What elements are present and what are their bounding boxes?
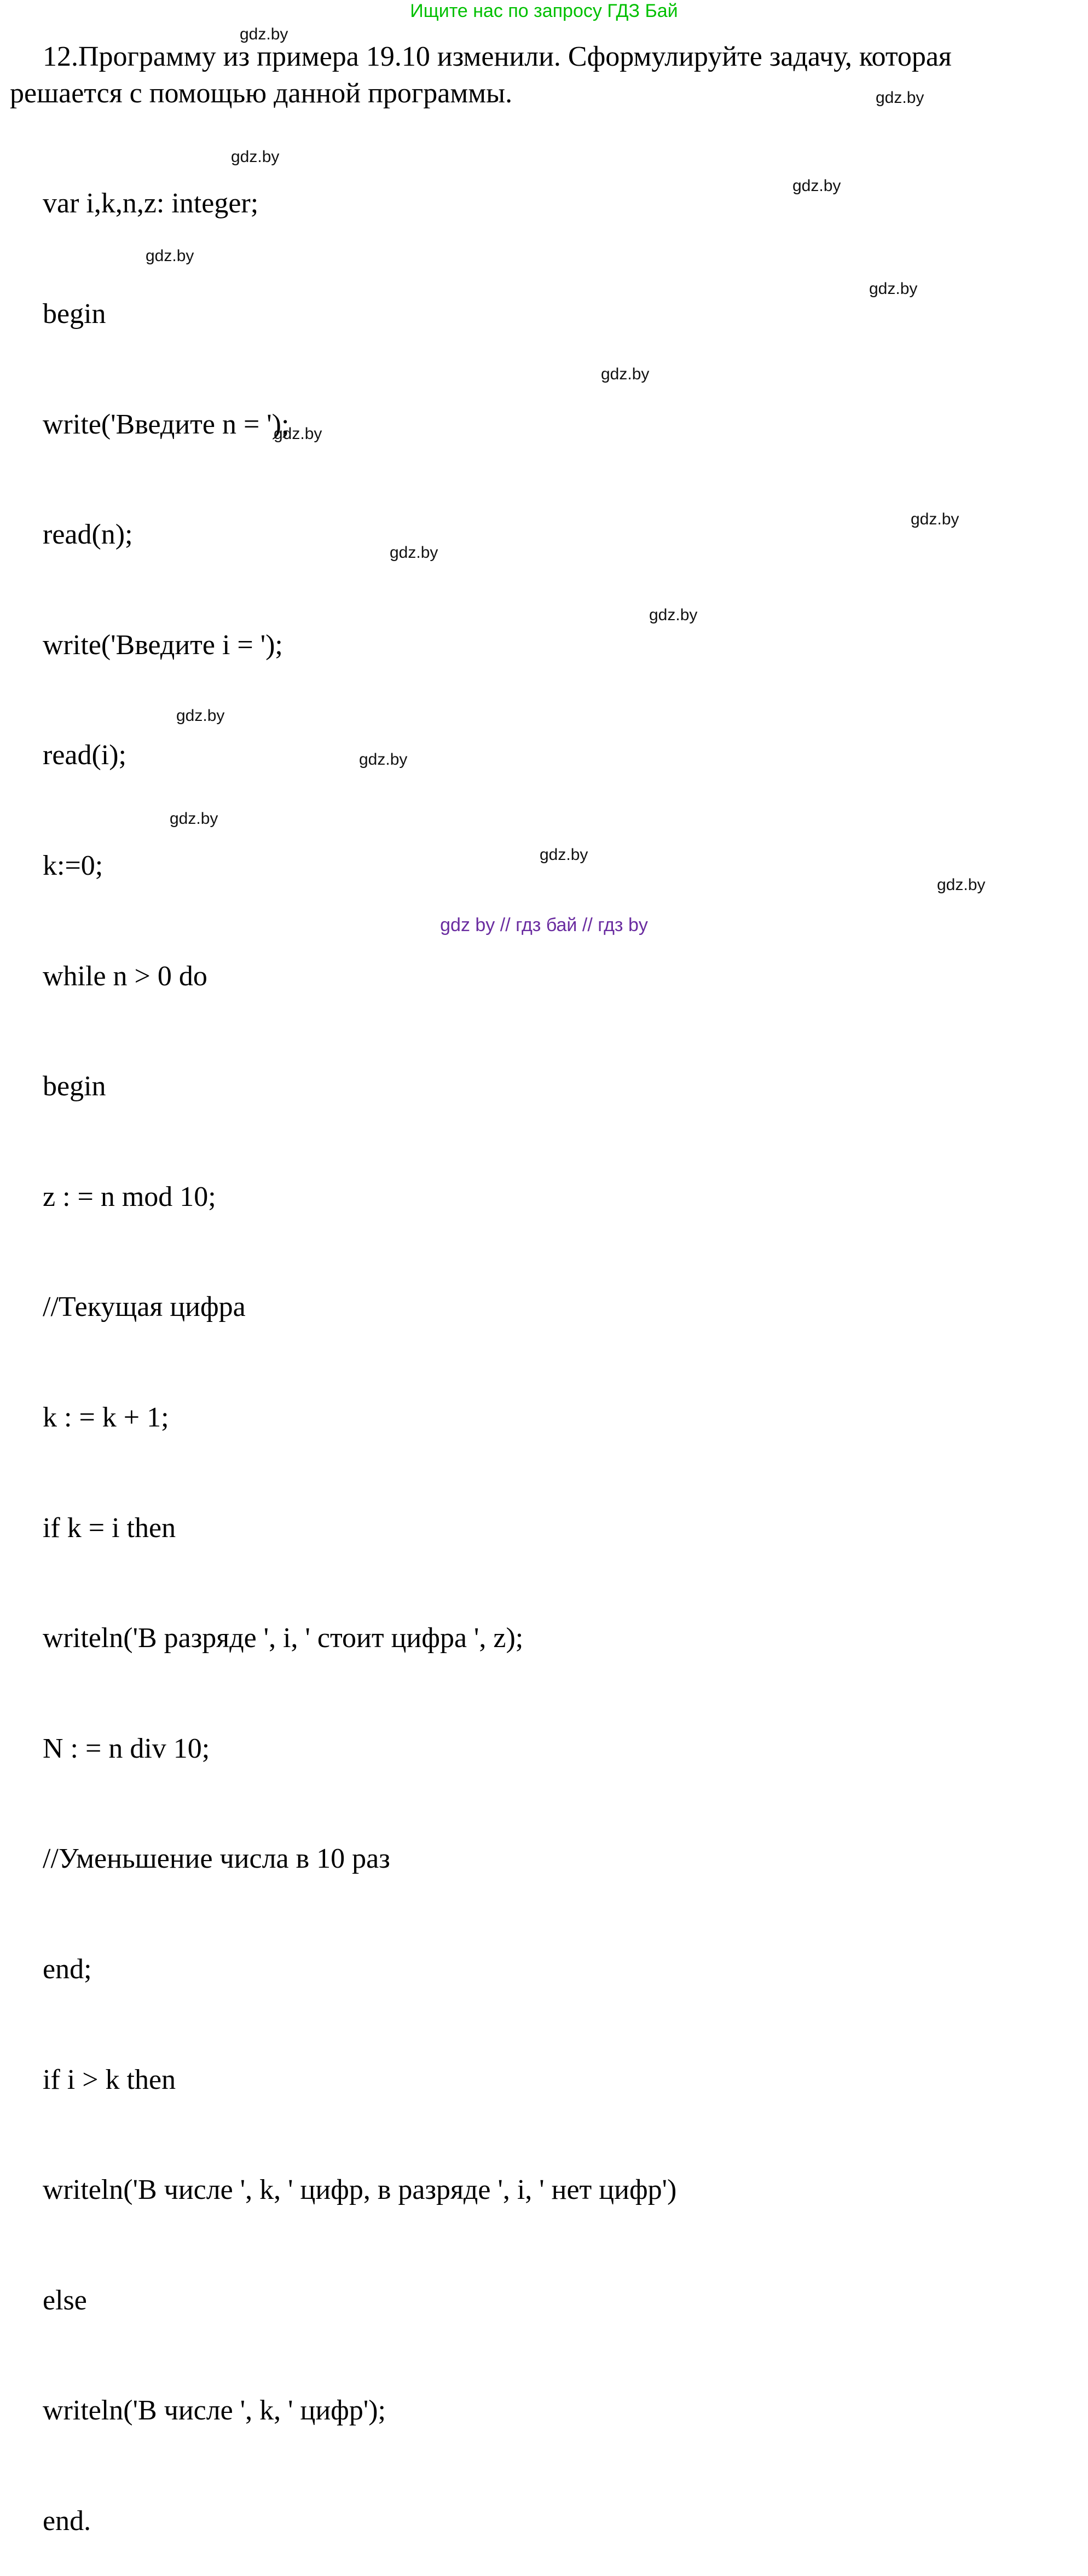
code-line: if i > k then bbox=[43, 2064, 176, 2095]
code-line: write('Введите n = '); bbox=[43, 408, 290, 440]
code-line: writeln('В числе ', k, ' цифр'); bbox=[43, 2395, 386, 2427]
watermark: gdz.by bbox=[792, 177, 841, 195]
code-line: else bbox=[43, 2284, 87, 2316]
task-line-2: решается с помощью данной программы. bbox=[10, 78, 513, 109]
code-line: end. bbox=[43, 2505, 91, 2537]
watermark: gdz.by bbox=[876, 89, 924, 107]
watermark: gdz.by bbox=[240, 25, 288, 43]
code-line: writeln('В разряде ', i, ' стоит цифра ', z); bbox=[43, 1622, 524, 1654]
watermark: gdz.by bbox=[274, 425, 322, 443]
watermark: gdz.by bbox=[540, 846, 588, 864]
watermark: gdz.by bbox=[146, 247, 194, 265]
code-line: N : = n div 10; bbox=[43, 1732, 210, 1764]
watermark: gdz.by bbox=[937, 876, 986, 894]
code-comment: //Текущая цифра bbox=[43, 1291, 246, 1323]
code-line: end; bbox=[43, 1953, 92, 1985]
footer-banner: gdz by // гдз бай // гдз by bbox=[440, 915, 648, 935]
watermark: gdz.by bbox=[231, 148, 280, 166]
code-line: write('Введите i = '); bbox=[43, 629, 283, 661]
watermark: gdz.by bbox=[911, 510, 959, 528]
code-line: read(n); bbox=[43, 519, 133, 551]
code-line: begin bbox=[43, 298, 106, 330]
code-line: read(i); bbox=[43, 740, 127, 771]
watermark: gdz.by bbox=[601, 365, 650, 383]
task-line-1: 12.Программу из примера 19.10 изменили. Сформулируйте задачу, которая bbox=[43, 41, 952, 72]
code-line: while n > 0 do bbox=[43, 960, 207, 992]
header-banner: Ищите нас по запросу ГДЗ Бай bbox=[410, 1, 678, 21]
code-comment: //Уменьшение числа в 10 раз bbox=[43, 1843, 390, 1875]
watermark: gdz.by bbox=[359, 750, 408, 769]
watermark: gdz.by bbox=[170, 810, 218, 828]
code-line: var i,k,n,z: integer; bbox=[43, 188, 259, 220]
code-line: k:=0; bbox=[43, 850, 103, 881]
code-block bbox=[43, 112, 676, 2576]
code-line: k : = k + 1; bbox=[43, 1401, 169, 1433]
watermark: gdz.by bbox=[176, 707, 225, 725]
code-line: writeln('В числе ', k, ' цифр, в разряде ', i, ' нет цифр') bbox=[43, 2174, 677, 2206]
watermark: gdz.by bbox=[390, 544, 438, 562]
code-line: z : = n mod 10; bbox=[43, 1181, 216, 1212]
watermark: gdz.by bbox=[869, 280, 918, 298]
code-line: if k = i then bbox=[43, 1512, 176, 1544]
code-line: begin bbox=[43, 1071, 106, 1102]
watermark: gdz.by bbox=[649, 606, 698, 624]
